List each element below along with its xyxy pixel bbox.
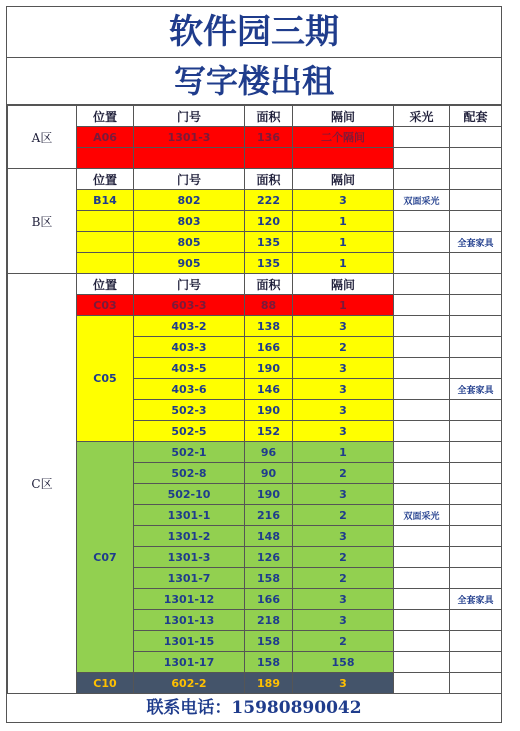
cell-area: 135 xyxy=(245,253,293,274)
header-partition: 隔间 xyxy=(293,169,394,190)
cell-empty xyxy=(394,295,450,316)
zone-c-label: C区 xyxy=(8,274,77,694)
cell-door: 602-2 xyxy=(134,673,245,694)
cell-position xyxy=(77,211,134,232)
cell-area: 166 xyxy=(245,589,293,610)
cell-empty xyxy=(394,148,450,169)
cell-partition: 2 xyxy=(293,505,394,526)
zone-a-label: A区 xyxy=(8,106,77,169)
cell-area: 166 xyxy=(245,337,293,358)
header-partition: 隔间 xyxy=(293,274,394,295)
rental-sheet xyxy=(6,6,502,723)
cell-area: 88 xyxy=(245,295,293,316)
header-area: 面积 xyxy=(245,274,293,295)
zone-b-label: B区 xyxy=(8,169,77,274)
cell-lighting xyxy=(394,421,450,442)
cell-partition: 1 xyxy=(293,295,394,316)
zone-b-header-row xyxy=(8,169,502,190)
cell-door: 1301-2 xyxy=(134,526,245,547)
cell-door: 1301-1 xyxy=(134,505,245,526)
cell-lighting xyxy=(394,232,450,253)
cell-position: A06 xyxy=(77,127,134,148)
cell-furnishing xyxy=(450,631,502,652)
cell-empty xyxy=(134,148,245,169)
cell-door: 1301-12 xyxy=(134,589,245,610)
cell-partition: 3 xyxy=(293,484,394,505)
header-door: 门号 xyxy=(134,106,245,127)
cell-door: 603-3 xyxy=(134,295,245,316)
table-row xyxy=(8,295,502,316)
table-row xyxy=(8,442,502,463)
cell-partition: 1 xyxy=(293,211,394,232)
header-area: 面积 xyxy=(245,169,293,190)
cell-empty xyxy=(394,169,450,190)
cell-empty xyxy=(450,673,502,694)
cell-lighting xyxy=(394,631,450,652)
cell-empty xyxy=(450,295,502,316)
cell-partition: 二个隔间 xyxy=(293,127,394,148)
cell-furnishing xyxy=(450,421,502,442)
cell-door: 502-3 xyxy=(134,400,245,421)
cell-lighting xyxy=(394,610,450,631)
cell-lighting xyxy=(394,547,450,568)
cell-door: 502-1 xyxy=(134,442,245,463)
cell-lighting xyxy=(394,442,450,463)
cell-partition: 2 xyxy=(293,547,394,568)
cell-partition: 3 xyxy=(293,421,394,442)
cell-furnishing xyxy=(450,316,502,337)
cell-furnishing xyxy=(450,400,502,421)
cell-door: 1301-15 xyxy=(134,631,245,652)
cell-furnishing xyxy=(450,358,502,379)
cell-door: 1301-13 xyxy=(134,610,245,631)
contact-phone: 联系电话：15980890042 xyxy=(146,698,362,718)
cell-door: 803 xyxy=(134,211,245,232)
table-row xyxy=(8,253,502,274)
cell-area: 148 xyxy=(245,526,293,547)
cell-area: 136 xyxy=(245,127,293,148)
header-position: 位置 xyxy=(77,106,134,127)
cell-lighting xyxy=(394,253,450,274)
cell-position: B14 xyxy=(77,190,134,211)
cell-door: 403-3 xyxy=(134,337,245,358)
header-area: 面积 xyxy=(245,106,293,127)
cell-lighting xyxy=(394,379,450,400)
cell-area: 152 xyxy=(245,421,293,442)
cell-lighting xyxy=(394,652,450,673)
table-row xyxy=(8,148,502,169)
cell-furnishing xyxy=(450,484,502,505)
zone-c-header-row xyxy=(8,274,502,295)
cell-furnishing xyxy=(450,547,502,568)
cell-lighting xyxy=(394,463,450,484)
cell-furnishing xyxy=(450,568,502,589)
cell-area: 189 xyxy=(245,673,293,694)
cell-empty xyxy=(245,148,293,169)
listing-table xyxy=(7,105,502,694)
cell-door: 805 xyxy=(134,232,245,253)
cell-door: 403-2 xyxy=(134,316,245,337)
cell-lighting: 双面采光 xyxy=(394,505,450,526)
cell-partition: 3 xyxy=(293,526,394,547)
cell-door: 502-5 xyxy=(134,421,245,442)
zone-a-header-row xyxy=(8,106,502,127)
header-position: 位置 xyxy=(77,169,134,190)
cell-furnishing xyxy=(450,442,502,463)
cell-position: C10 xyxy=(77,673,134,694)
cell-area: 190 xyxy=(245,400,293,421)
cell-position: C03 xyxy=(77,295,134,316)
cell-empty xyxy=(394,673,450,694)
cell-area: 190 xyxy=(245,484,293,505)
cell-empty xyxy=(77,148,134,169)
cell-partition: 1 xyxy=(293,253,394,274)
cell-partition: 3 xyxy=(293,589,394,610)
cell-position: C07 xyxy=(77,442,134,673)
table-row xyxy=(8,211,502,232)
cell-lighting xyxy=(394,358,450,379)
header-door: 门号 xyxy=(134,274,245,295)
table-row xyxy=(8,127,502,148)
cell-furnishing xyxy=(450,652,502,673)
cell-lighting: 双面采光 xyxy=(394,190,450,211)
cell-furnishing xyxy=(450,505,502,526)
page-title: 软件园三期 xyxy=(7,7,501,58)
cell-area: 135 xyxy=(245,232,293,253)
cell-furnishing xyxy=(450,610,502,631)
cell-area: 216 xyxy=(245,505,293,526)
cell-area: 96 xyxy=(245,442,293,463)
cell-area: 126 xyxy=(245,547,293,568)
cell-lighting xyxy=(394,211,450,232)
cell-partition: 3 xyxy=(293,610,394,631)
cell-position xyxy=(77,232,134,253)
cell-door: 502-10 xyxy=(134,484,245,505)
cell-furnishing xyxy=(450,463,502,484)
cell-empty xyxy=(450,148,502,169)
header-door: 门号 xyxy=(134,169,245,190)
cell-door: 1301-7 xyxy=(134,568,245,589)
cell-area: 138 xyxy=(245,316,293,337)
cell-furnishing: 全套家具 xyxy=(450,379,502,400)
cell-lighting xyxy=(394,589,450,610)
cell-furnishing xyxy=(450,337,502,358)
cell-door: 905 xyxy=(134,253,245,274)
table-row xyxy=(8,316,502,337)
cell-area: 120 xyxy=(245,211,293,232)
cell-lighting xyxy=(394,337,450,358)
cell-position xyxy=(77,253,134,274)
cell-furnishing xyxy=(450,190,502,211)
cell-empty xyxy=(450,274,502,295)
table-row xyxy=(8,673,502,694)
cell-area: 158 xyxy=(245,631,293,652)
table-row xyxy=(8,190,502,211)
cell-lighting xyxy=(394,526,450,547)
cell-lighting xyxy=(394,316,450,337)
cell-partition: 1 xyxy=(293,442,394,463)
cell-area: 218 xyxy=(245,610,293,631)
cell-furnishing xyxy=(450,211,502,232)
cell-partition: 3 xyxy=(293,316,394,337)
cell-door: 403-5 xyxy=(134,358,245,379)
cell-partition: 2 xyxy=(293,568,394,589)
cell-furnishing: 全套家具 xyxy=(450,232,502,253)
cell-door: 502-8 xyxy=(134,463,245,484)
cell-area: 90 xyxy=(245,463,293,484)
table-row xyxy=(8,232,502,253)
header-lighting: 采光 xyxy=(394,106,450,127)
cell-lighting xyxy=(394,400,450,421)
cell-partition: 3 xyxy=(293,358,394,379)
cell-furnishing xyxy=(450,253,502,274)
cell-door: 1301-17 xyxy=(134,652,245,673)
cell-furnishing: 全套家具 xyxy=(450,589,502,610)
cell-area: 146 xyxy=(245,379,293,400)
cell-empty xyxy=(394,274,450,295)
cell-partition: 2 xyxy=(293,631,394,652)
cell-door: 1301-3 xyxy=(134,127,245,148)
cell-lighting xyxy=(394,568,450,589)
cell-area: 158 xyxy=(245,652,293,673)
cell-position: C05 xyxy=(77,316,134,442)
header-position: 位置 xyxy=(77,274,134,295)
header-partition: 隔间 xyxy=(293,106,394,127)
cell-door: 802 xyxy=(134,190,245,211)
cell-empty xyxy=(293,148,394,169)
cell-partition: 3 xyxy=(293,379,394,400)
cell-furnishing xyxy=(450,526,502,547)
page-subtitle: 写字楼出租 xyxy=(7,58,501,105)
cell-door: 1301-3 xyxy=(134,547,245,568)
cell-partition: 2 xyxy=(293,337,394,358)
cell-partition: 1 xyxy=(293,232,394,253)
cell-partition: 3 xyxy=(293,190,394,211)
cell-furnishing xyxy=(450,127,502,148)
cell-partition: 3 xyxy=(293,400,394,421)
cell-partition: 2 xyxy=(293,463,394,484)
cell-area: 158 xyxy=(245,568,293,589)
cell-area: 190 xyxy=(245,358,293,379)
cell-lighting xyxy=(394,127,450,148)
cell-door: 403-6 xyxy=(134,379,245,400)
cell-partition: 158 xyxy=(293,652,394,673)
cell-empty xyxy=(450,169,502,190)
cell-partition: 3 xyxy=(293,673,394,694)
cell-lighting xyxy=(394,484,450,505)
cell-area: 222 xyxy=(245,190,293,211)
header-furnishing: 配套 xyxy=(450,106,502,127)
